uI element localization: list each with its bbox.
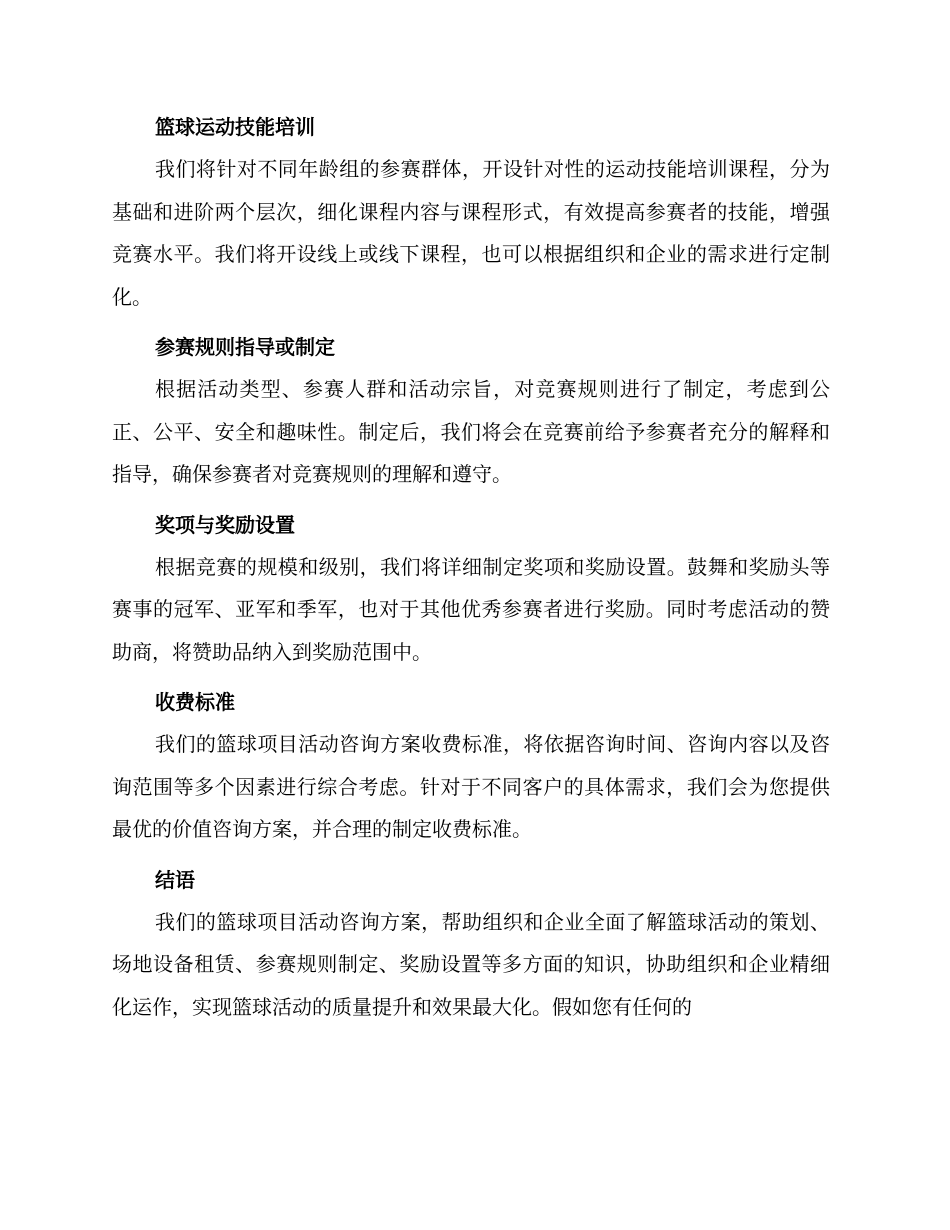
section-paragraph: 我们的篮球项目活动咨询方案，帮助组织和企业全面了解篮球活动的策划、场地设备租赁、参赛规则制定、奖励设置等多方面的知识，协助组织和企业精细化运作，实现篮球活动的质量提升和效果最大化。假如您有任何的 (112, 909, 830, 1019)
section-paragraph: 我们的篮球项目活动咨询方案收费标准，将依据咨询时间、咨询内容以及咨询范围等多个因素进行综合考虑。针对于不同客户的具体需求，我们会为您提供最优的价值咨询方案，并合理的制定收费标准。 (112, 732, 830, 841)
section-paragraph: 根据活动类型、参赛人群和活动宗旨，对竞赛规则进行了制定，考虑到公正、公平、安全和趣味性。制定后，我们将会在竞赛前给予参赛者充分的解释和指导，确保参赛者对竞赛规则的理解和遵守。 (112, 377, 830, 486)
section-conclusion (112, 859, 830, 1029)
section-skill-training (112, 106, 830, 318)
section-fees (112, 681, 830, 851)
section-paragraph: 我们将针对不同年龄组的参赛群体，开设针对性的运动技能培训课程，分为基础和进阶两个层次，细化课程内容与课程形式，有效提高参赛者的技能，增强竞赛水平。我们将开设线上或线下课程，也可以根据组织和企业的需求进行定制化。 (112, 157, 830, 309)
section-awards (112, 504, 830, 674)
document-page (112, 106, 830, 1036)
section-heading: 篮球运动技能培训 (155, 115, 315, 139)
section-heading: 奖项与奖励设置 (155, 512, 295, 537)
section-paragraph: 根据竞赛的规模和级别，我们将详细制定奖项和奖励设置。鼓舞和奖励头等赛事的冠军、亚军和季军，也对于其他优秀参赛者进行奖励。同时考虑活动的赞助商，将赞助品纳入到奖励范围中。 (112, 554, 830, 664)
section-heading: 结语 (155, 867, 195, 892)
section-heading: 收费标准 (155, 690, 235, 714)
section-heading: 参赛规则指导或制定 (155, 335, 335, 359)
section-rules-guidance (112, 326, 830, 496)
